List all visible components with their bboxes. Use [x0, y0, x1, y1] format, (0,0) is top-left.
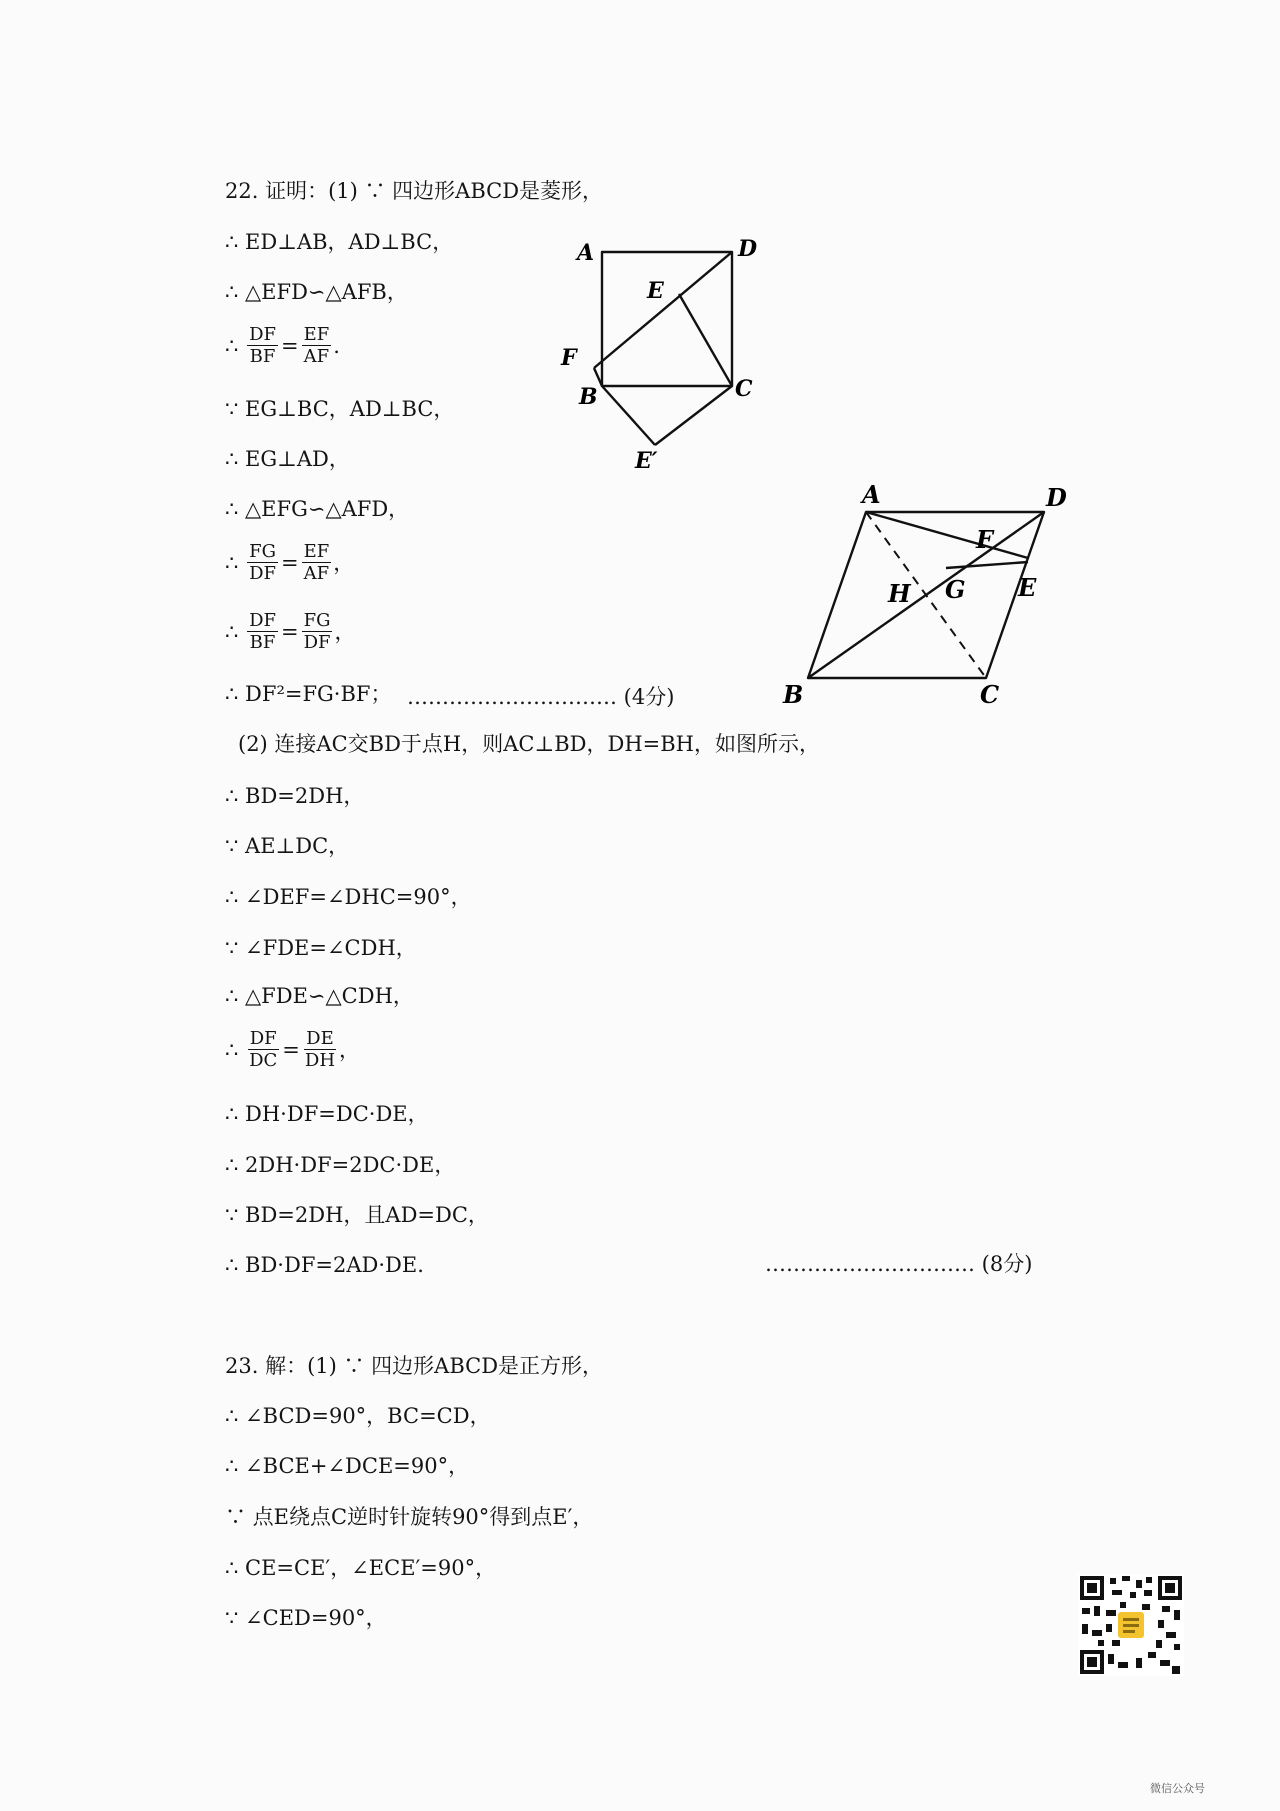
q22-line-12: ∴ ∠DEF=∠DHC=90°，	[225, 885, 472, 909]
segment-ae	[866, 512, 1028, 558]
q22-line-14: ∴ △FDE∽△CDH，	[225, 984, 414, 1008]
label-d: D	[1046, 483, 1067, 512]
q22-line-18: ∵ BD=2DH，且AD=DC，	[225, 1203, 489, 1227]
q22-line-4: ∵ EG⊥BC，AD⊥BC，	[225, 397, 455, 421]
q23-line-1: ∴ ∠BCD=90°，BC=CD，	[225, 1404, 491, 1428]
q22-line-11: ∵ AE⊥DC，	[225, 834, 350, 858]
label-c: C	[980, 680, 1000, 709]
footer-watermark: 微信公众号	[1150, 1782, 1205, 1795]
fraction: $\frac{EF}{AF}$	[303, 324, 330, 367]
square-abcd	[602, 252, 732, 386]
q22-line-9: ∴ DF²=FG·BF；	[225, 682, 392, 706]
label-a: A	[577, 240, 595, 266]
label-c: C	[735, 376, 753, 402]
label-b: B	[783, 680, 804, 709]
fraction: $\frac{FG}{DF}$	[249, 541, 276, 584]
label-a: A	[862, 480, 881, 509]
label-e: E	[647, 278, 664, 304]
q22-line-16: ∴ DH·DF=DC·DE，	[225, 1102, 429, 1126]
qr-code-image	[1078, 1574, 1184, 1676]
fraction: $\frac{EF}{AF}$	[303, 541, 330, 584]
q22-line-6: ∴ △EFG∽△AFD，	[225, 497, 410, 521]
q22-header: 22. 证明：(1) ∵ 四边形ABCD是菱形，	[225, 179, 604, 203]
q22-line-1: ∴ ED⊥AB，AD⊥BC，	[225, 230, 454, 254]
label-f: F	[561, 345, 577, 371]
label-d: D	[738, 236, 758, 262]
score-4: ………………………… (4分)	[407, 685, 675, 709]
q22-line-10: ∴ BD=2DH，	[225, 784, 365, 808]
q22-line-19: ∴ BD·DF=2AD·DE.	[225, 1253, 424, 1277]
q22-part-2: (2) 连接AC交BD于点H，则AC⊥BD，DH=BH，如图所示，	[238, 732, 820, 756]
fraction: $\frac{DF}{BF}$	[249, 324, 276, 367]
q22-fraction-line-8: ∴ $\frac{DF}{BF}$ = $\frac{FG}{DF}$ ，	[225, 610, 356, 653]
segment-ge	[946, 562, 1028, 568]
segment-e2c	[655, 386, 732, 445]
fraction: $\frac{DE}{DH}$	[304, 1028, 336, 1071]
label-h: H	[888, 579, 911, 608]
label-f: F	[976, 525, 994, 554]
q22-fraction-line-3: ∴ $\frac{DF}{BF}$ = $\frac{EF}{AF}$ .	[225, 324, 340, 367]
q22-fraction-line-7: ∴ $\frac{FG}{DF}$ = $\frac{EF}{AF}$ ，	[225, 541, 355, 584]
q22-line-17: ∴ 2DH·DF=2DC·DE，	[225, 1153, 456, 1177]
segment-ec	[679, 294, 732, 386]
q23-line-2: ∴ ∠BCE+∠DCE=90°，	[225, 1454, 470, 1478]
diagonal-ac-dashed	[866, 512, 986, 678]
figure-square	[555, 230, 775, 480]
fraction: $\frac{DF}{DC}$	[249, 1028, 278, 1071]
q23-line-5: ∵ ∠CED=90°，	[225, 1606, 387, 1630]
score-8: ………………………… (8分)	[765, 1252, 1033, 1276]
label-b: B	[579, 384, 598, 410]
fraction: $\frac{DF}{BF}$	[249, 610, 276, 653]
fraction: $\frac{FG}{DF}$	[303, 610, 331, 653]
q22-line-5: ∴ EG⊥AD，	[225, 447, 350, 471]
q23-line-4: ∴ CE=CE′，∠ECE′=90°，	[225, 1556, 497, 1580]
q22-line-13: ∵ ∠FDE=∠CDH，	[225, 936, 417, 960]
segment-be2	[602, 386, 655, 445]
figure-rhombus	[770, 478, 1090, 713]
q22-line-2: ∴ △EFD∽△AFB，	[225, 280, 408, 304]
label-e-prime: E′	[635, 448, 658, 474]
label-g: G	[945, 575, 966, 604]
q23-header: 23. 解：(1) ∵ 四边形ABCD是正方形，	[225, 1354, 604, 1378]
q22-fraction-line-15: ∴ $\frac{DF}{DC}$ = $\frac{DE}{DH}$ ，	[225, 1028, 361, 1071]
label-e: E	[1018, 573, 1037, 602]
q23-line-3: ∵ 点E绕点C逆时针旋转90°得到点E′，	[225, 1505, 594, 1529]
